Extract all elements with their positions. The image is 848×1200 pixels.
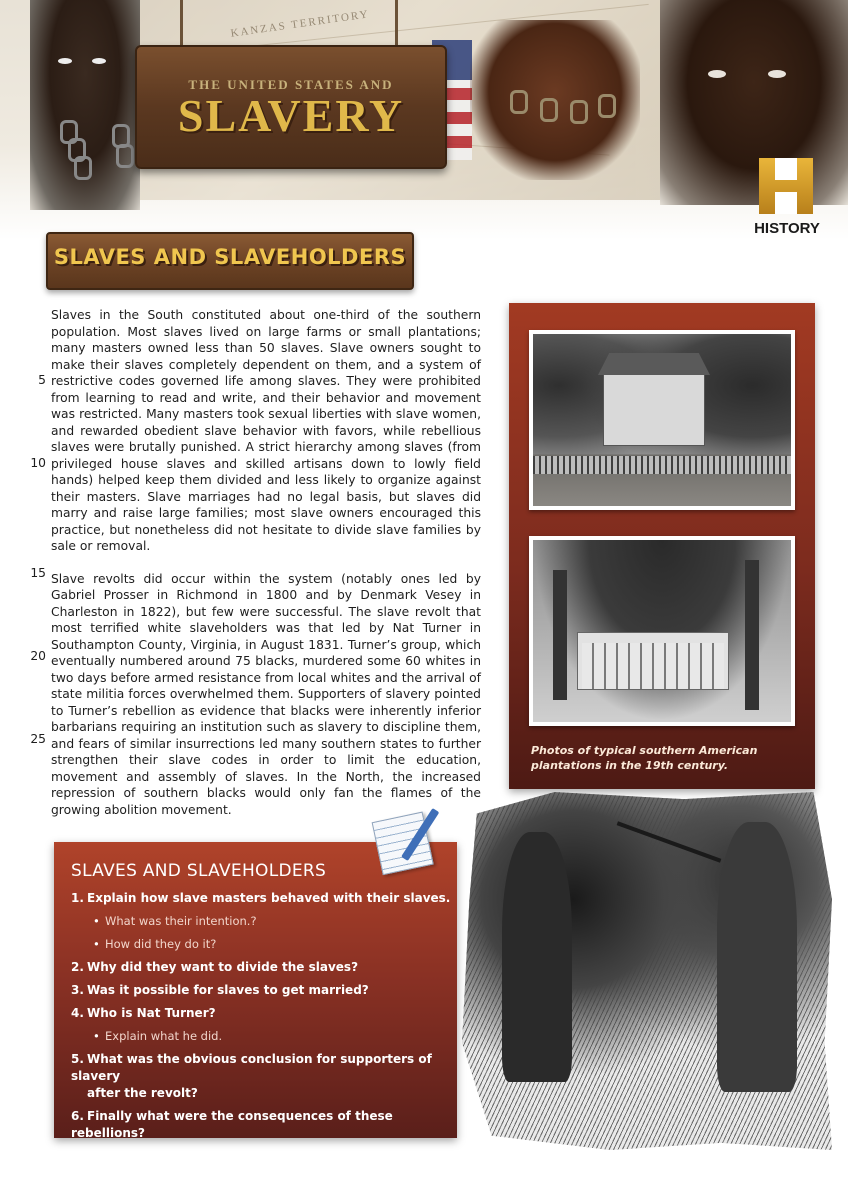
question-item [71, 890, 451, 907]
questions-list [71, 890, 451, 1142]
eye [92, 58, 106, 64]
paragraph: Slave revolts did occur within the system (notably ones led by Gabriel Prosser in Richmond in 1800 and by Denmark Vesey in Charleston in 1822), but few were successful. The slave revolt that most terrified white slaveholders was that led by Nat Turner in Southampton County, Virginia, in August 1831. Turner’s group, which eventually numbered around 75 blacks, murdered some 60 whites in two days before armed resistance from local whites and the arrival of state militia forces overwhelmed them. Supporters of slavery pointed to Turner’s rebellion as evidence that blacks were inherently inferior barbarians requiring an institution such as slavery to discipline them, and fears of similar insurrections led many southern states to further strengthen their slave codes in order to limit the education, movement and assembly of slaves. In the North, the increased repression of southern blacks would only fan the flames of the growing abolition movement. [51, 571, 481, 817]
question-text: Why did they want to divide the slaves? [87, 960, 359, 974]
question-subitem: • Explain what he did. [71, 1028, 451, 1045]
history-logo [745, 158, 829, 238]
chain-link-icon [74, 156, 92, 180]
line-number: 25 [30, 732, 46, 746]
eye [768, 70, 786, 78]
plantation-photo-2 [529, 536, 795, 726]
eye [58, 58, 72, 64]
question-number: 4. [71, 1006, 84, 1020]
chain-link-icon [116, 144, 134, 168]
article-body [51, 307, 481, 834]
line-number: 10 [30, 456, 46, 470]
line-number: 15 [30, 566, 46, 580]
map-label: KANZAS TERRITORY [229, 8, 371, 40]
chain-link-icon [510, 90, 528, 114]
line-number: 5 [38, 373, 46, 387]
question-item-continued [71, 1085, 451, 1102]
history-h-icon [759, 158, 813, 214]
paragraph: Slaves in the South constituted about one-third of the southern population. Most slaves lived on large farms or small plantations; many masters owned less than 50 slaves. Slave owners sought to make their slaves completely dependent on them, and a system of restrictive codes governed life among slaves. They were prohibited from learning to read and write, and their behavior and movement was restricted. Many masters took sexual liberties with slave women, and rewarded obedient slave behavior with favors, while rebellious slaves were brutally punished. A strict hierarchy among slaves (from privileged house slaves and skilled artisans down to lowly field hands) helped keep them divided and less likely to organize against their masters. Slave marriages had no legal basis, but slaves did marry and raise large families; most slave owners encouraged this practice, but nonetheless did not hesitate to divide slave families by sale or removal. [51, 308, 481, 553]
figure-hunter [717, 822, 797, 1092]
figure-nat-turner [502, 832, 572, 1082]
banner-title: SLAVERY [177, 90, 405, 141]
questions-box [54, 842, 457, 1138]
question-text: Who is Nat Turner? [87, 1006, 216, 1020]
line-number: 20 [30, 649, 46, 663]
banner-subtitle: THE UNITED STATES AND [188, 77, 394, 92]
question-number: 6. [71, 1109, 84, 1123]
eye [708, 70, 726, 78]
chain-link-icon [570, 100, 588, 124]
chain-link-icon [540, 98, 558, 122]
question-number: 5. [71, 1052, 84, 1066]
question-text: Was it possible for slaves to get married? [87, 983, 369, 997]
rifle-shape [617, 821, 722, 862]
house-shape [603, 374, 705, 446]
question-subitem: • What was their intention.? [71, 913, 451, 930]
title-sign [135, 45, 447, 169]
question-item [71, 1051, 451, 1085]
nat-turner-engraving [462, 792, 832, 1150]
chain-link-icon [598, 94, 616, 118]
plantation-photo-1 [529, 330, 795, 510]
question-number: 1. [71, 891, 84, 905]
question-item [71, 1108, 451, 1142]
section-title: SLAVES AND SLAVEHOLDERS [53, 245, 407, 269]
question-number: 3. [71, 983, 84, 997]
questions-title: SLAVES AND SLAVEHOLDERS [71, 861, 327, 881]
mansion-shape [577, 632, 729, 690]
plantation-mansion-image [533, 540, 791, 722]
chained-fists-image [470, 20, 640, 180]
photo-panel [509, 303, 815, 789]
question-text: Finally what were the consequences of these rebellions? [71, 1109, 393, 1140]
sign-rope [395, 0, 398, 48]
header-banner [0, 0, 848, 240]
question-item [71, 982, 451, 999]
photo-caption: Photos of typical southern American plantations in the 19th century. [531, 744, 758, 772]
question-number: 2. [71, 960, 84, 974]
portrait-chained-boy [30, 0, 140, 210]
question-text: after the revolt? [87, 1086, 198, 1100]
question-text: What was the obvious conclusion for supporters of slavery [71, 1052, 432, 1083]
sign-rope [180, 0, 183, 48]
question-item [71, 959, 451, 976]
section-title-board [46, 232, 414, 290]
history-logo-text: HISTORY [754, 220, 820, 237]
plantation-house-image [533, 334, 791, 506]
fence-shape [533, 456, 791, 474]
tree-trunk [553, 570, 567, 700]
question-text: Explain how slave masters behaved with their slaves. [87, 891, 451, 905]
question-item [71, 1005, 451, 1022]
question-subitem: • How did they do it? [71, 936, 451, 953]
tree-trunk [745, 560, 759, 710]
